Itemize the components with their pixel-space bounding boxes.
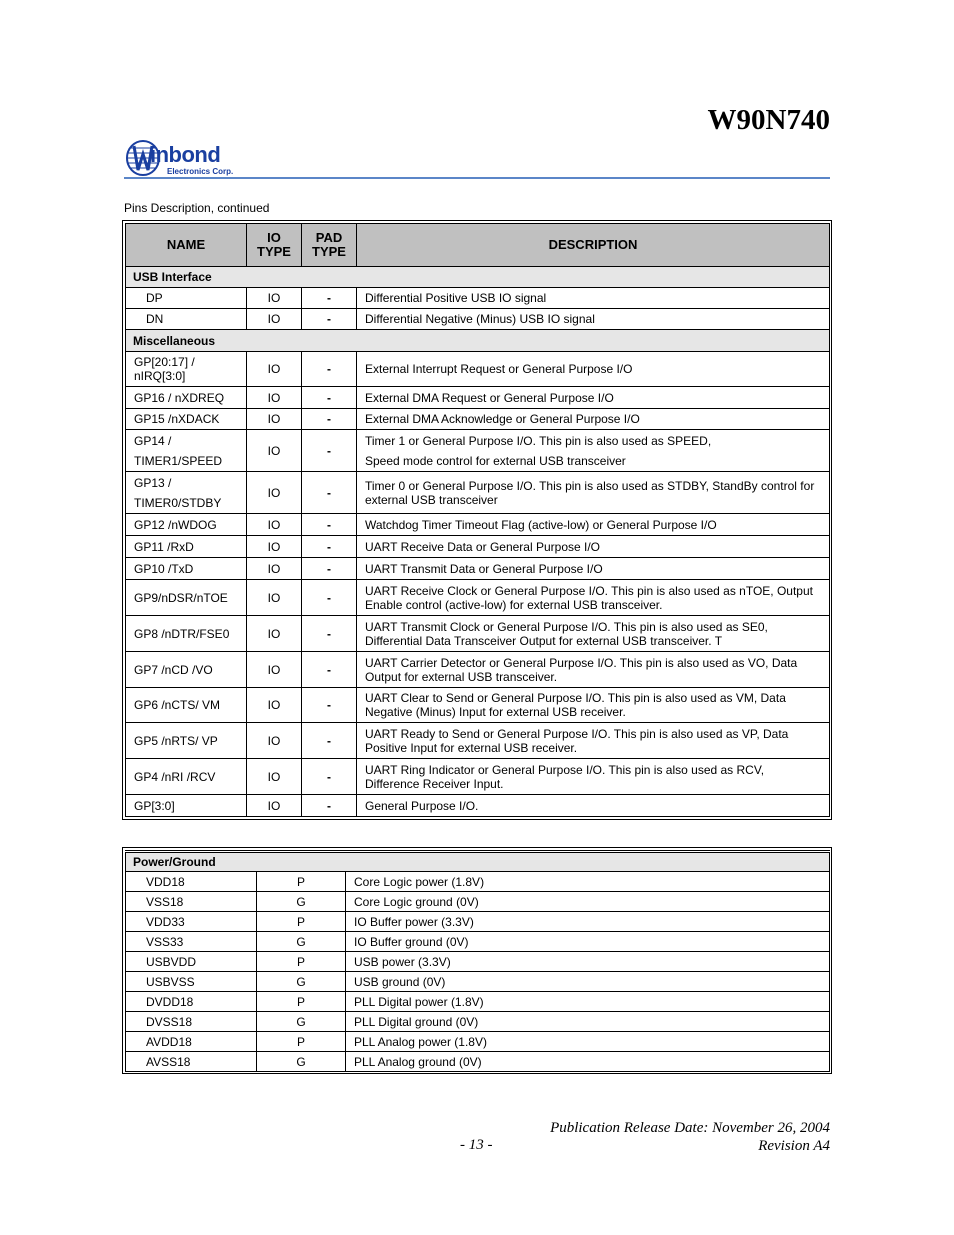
table-row [126,972,830,992]
table-row [126,616,830,652]
power-table-frame [122,847,832,1074]
header-description: DESCRIPTION [357,224,830,267]
table-row [126,688,830,723]
section-usb-interface: USB Interface [126,267,830,288]
table-row [126,387,830,409]
section-power-ground: Power/Ground [126,852,830,872]
pad-type: - [302,288,357,309]
table-row [126,723,830,759]
io-type: IO [247,652,302,688]
pin-name: GP11 /RxD [126,536,247,558]
pad-type: - [302,387,357,409]
pin-description: UART Ring Indicator or General Purpose I/O. This pin is also used as RCV, Difference Receiver Input. [357,759,830,795]
pin-name: GP14 / TIMER1/SPEED [126,430,247,472]
table-row [126,952,830,972]
logo-wordmark [150,142,220,168]
pad-type: - [302,688,357,723]
pin-description: UART Clear to Send or General Purpose I/O. This pin is also used as VM, Data Negative (Minus) Input for external USB receiver. [357,688,830,723]
table-row [126,352,830,387]
pin-name: GP6 /nCTS/ VM [126,688,247,723]
pin-name: GP12 /nWDOG [126,514,247,536]
pad-type: - [302,652,357,688]
pad-type: - [302,430,357,472]
pin-name: VDD18 [126,872,257,892]
pin-description: UART Ready to Send or General Purpose I/O. This pin is also used as VP, Data Positive Input for external USB receiver. [357,723,830,759]
pin-description: Core Logic ground (0V) [346,892,830,912]
pin-name: GP7 /nCD /VO [126,652,247,688]
pin-name: GP10 /TxD [126,558,247,580]
table-row [126,1012,830,1032]
table-row [126,759,830,795]
pin-type: P [257,952,346,972]
pin-type: P [257,912,346,932]
header-name: NAME [126,224,247,267]
io-type: IO [247,430,302,472]
pad-type: - [302,759,357,795]
pin-name: VSS18 [126,892,257,912]
header-pad-type: PAD TYPE [302,224,357,267]
logo-wordmark-rest: inbond [150,142,221,167]
section-miscellaneous: Miscellaneous [126,330,830,352]
pin-name: GP15 /nXDACK [126,409,247,430]
pin-description: IO Buffer power (3.3V) [346,912,830,932]
pin-name: GP[3:0] [126,795,247,817]
pin-name: AVSS18 [126,1052,257,1072]
pad-type: - [302,616,357,652]
pin-description: External DMA Acknowledge or General Purpose I/O [357,409,830,430]
table-row [126,912,830,932]
table-row [126,580,830,616]
table-row [126,932,830,952]
pin-type: P [257,872,346,892]
header-rule [124,177,830,179]
io-type: IO [247,352,302,387]
pin-type: G [257,972,346,992]
table-row [126,558,830,580]
pin-description: General Purpose I/O. [357,795,830,817]
pin-description: IO Buffer ground (0V) [346,932,830,952]
pin-name: USBVDD [126,952,257,972]
io-type: IO [247,795,302,817]
pad-type: - [302,723,357,759]
pad-type: - [302,514,357,536]
io-type: IO [247,536,302,558]
logo-subtext: Electronics Corp. [167,167,234,176]
table-row [126,430,830,472]
pin-description: Watchdog Timer Timeout Flag (active-low) or General Purpose I/O [357,514,830,536]
pin-name: DN [126,309,247,330]
pins-table-frame [122,220,832,820]
pin-description: UART Receive Clock or General Purpose I/O. This pin is also used as nTOE, Output Enable control (active-low) for external USB transceiver. [357,580,830,616]
power-table [125,850,830,1072]
pin-description: External Interrupt Request or General Purpose I/O [357,352,830,387]
pin-name: GP9/nDSR/nTOE [126,580,247,616]
pin-type: G [257,1052,346,1072]
pin-description: Timer 0 or General Purpose I/O. This pin is also used as STDBY, StandBy control for external USB transceiver [357,472,830,514]
pin-type: P [257,992,346,1012]
pin-name: DVSS18 [126,1012,257,1032]
io-type: IO [247,472,302,514]
pin-description: Core Logic power (1.8V) [346,872,830,892]
pin-name: GP8 /nDTR/FSE0 [126,616,247,652]
pin-description: External DMA Request or General Purpose I/O [357,387,830,409]
pin-name: VDD33 [126,912,257,932]
table-row [126,472,830,514]
table-row [126,1052,830,1072]
revision: Revision A4 [758,1138,830,1154]
table-row [126,1032,830,1052]
pad-type: - [302,409,357,430]
pin-name: DVDD18 [126,992,257,1012]
table-caption: Pins Description, continued [124,201,270,215]
pin-description: PLL Analog power (1.8V) [346,1032,830,1052]
part-number-title: W90N740 [707,104,830,136]
pin-description: UART Transmit Data or General Purpose I/O [357,558,830,580]
pin-name: USBVSS [126,972,257,992]
pin-description: USB power (3.3V) [346,952,830,972]
pin-name: GP16 / nXDREQ [126,387,247,409]
table-row [126,892,830,912]
pin-name: GP13 / TIMER0/STDBY [126,472,247,514]
io-type: IO [247,688,302,723]
table-row [126,795,830,817]
table-row [126,514,830,536]
pin-name: VSS33 [126,932,257,952]
io-type: IO [247,514,302,536]
io-type: IO [247,616,302,652]
io-type: IO [247,309,302,330]
table-row [126,409,830,430]
page-number: - 13 - [460,1137,493,1153]
io-type: IO [247,409,302,430]
io-type: IO [247,558,302,580]
pin-name: GP5 /nRTS/ VP [126,723,247,759]
pin-name: GP[20:17] / nIRQ[3:0] [126,352,247,387]
pin-description: UART Transmit Clock or General Purpose I/O. This pin is also used as SE0, Differential Data Transceiver Output for external USB transceiver. T [357,616,830,652]
pin-description: UART Receive Data or General Purpose I/O [357,536,830,558]
pad-type: - [302,352,357,387]
io-type: IO [247,759,302,795]
footer-right [550,1119,830,1155]
table-row [126,309,830,330]
pad-type: - [302,309,357,330]
pin-name: GP4 /nRI /RCV [126,759,247,795]
pin-name: AVDD18 [126,1032,257,1052]
pin-description: UART Carrier Detector or General Purpose I/O. This pin is also used as VO, Data Output for external USB transceiver. [357,652,830,688]
header-io-type: IO TYPE [247,224,302,267]
pin-description: Differential Positive USB IO signal [357,288,830,309]
pin-description: PLL Digital power (1.8V) [346,992,830,1012]
table-row [126,536,830,558]
io-type: IO [247,723,302,759]
table-row [126,992,830,1012]
pad-type: - [302,795,357,817]
pin-type: G [257,932,346,952]
pad-type: - [302,558,357,580]
io-type: IO [247,387,302,409]
pin-type: G [257,892,346,912]
pin-type: G [257,1012,346,1032]
pins-table [125,223,830,817]
pad-type: - [302,580,357,616]
pin-name: DP [126,288,247,309]
table-row [126,872,830,892]
pin-description: PLL Digital ground (0V) [346,1012,830,1032]
pin-description: PLL Analog ground (0V) [346,1052,830,1072]
pin-description: USB ground (0V) [346,972,830,992]
pad-type: - [302,536,357,558]
publication-date: Publication Release Date: November 26, 2004 [550,1120,830,1136]
io-type: IO [247,288,302,309]
pin-description: Timer 1 or General Purpose I/O. This pin is also used as SPEED, Speed mode control for external USB transceiver [357,430,830,472]
pad-type: - [302,472,357,514]
table-row [126,288,830,309]
io-type: IO [247,580,302,616]
table-row [126,652,830,688]
pin-type: P [257,1032,346,1052]
pin-description: Differential Negative (Minus) USB IO signal [357,309,830,330]
